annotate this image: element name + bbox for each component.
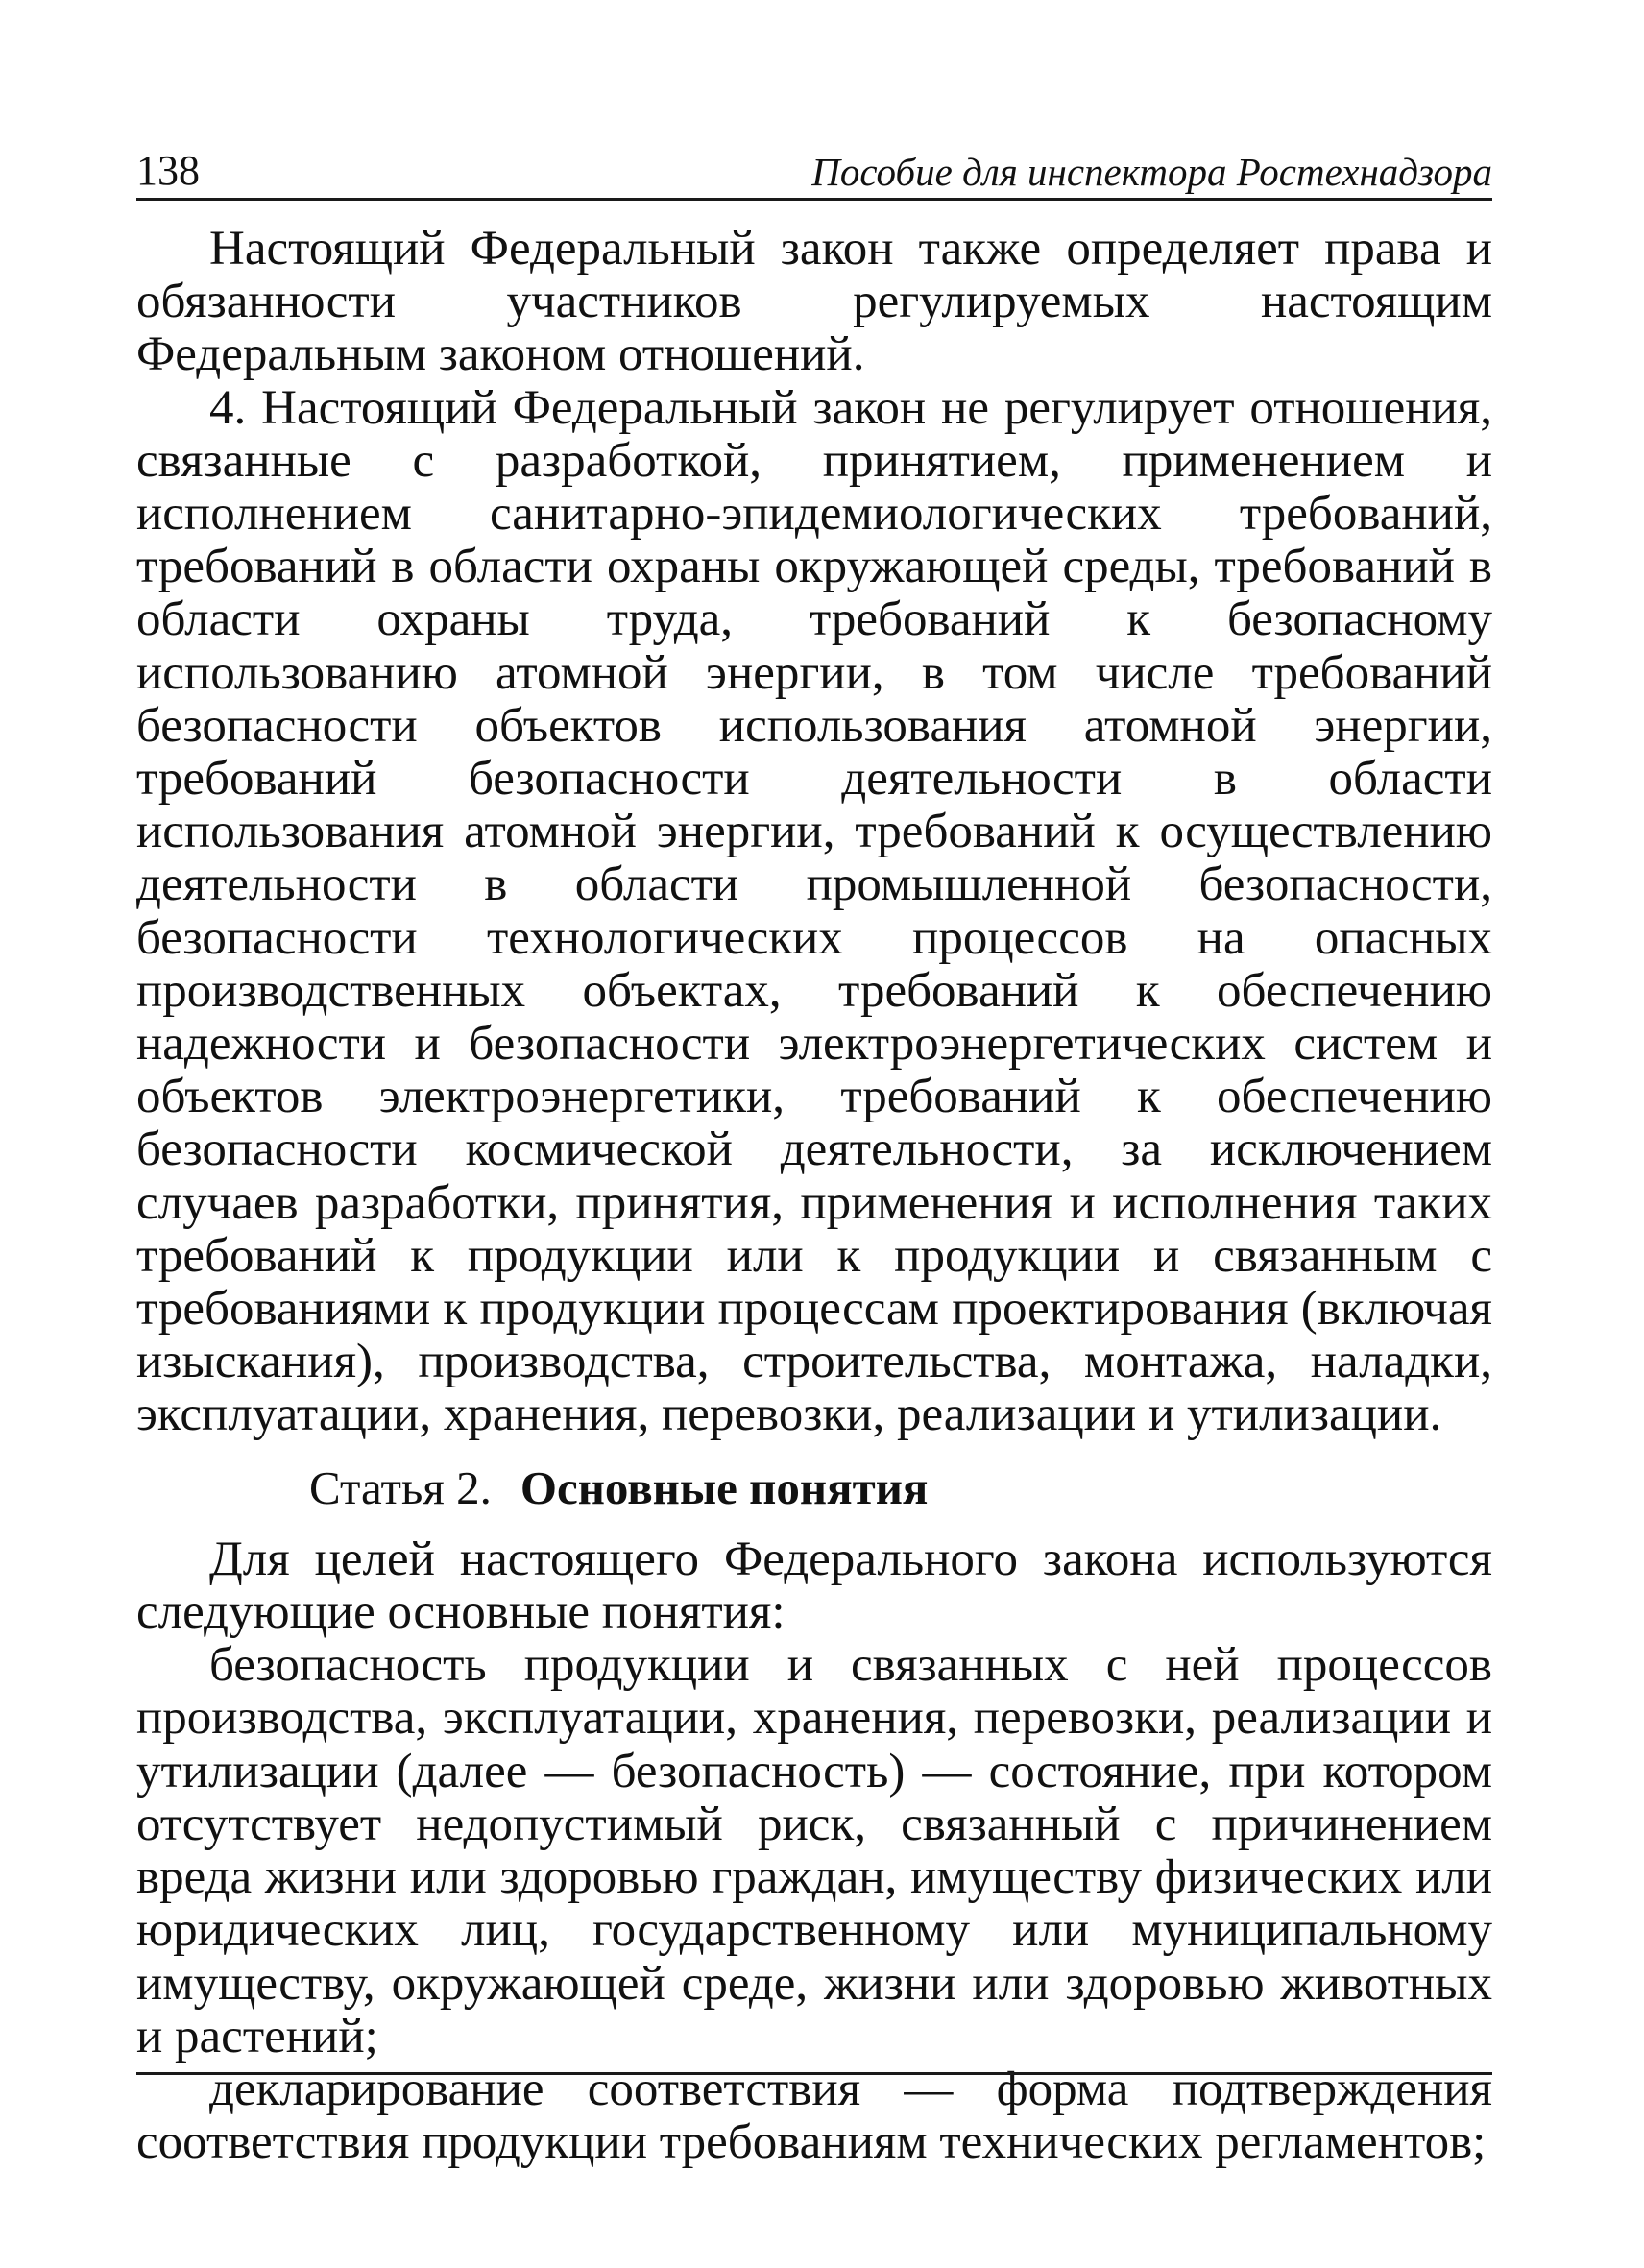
paragraph-scope-exclusions: 4. Настоящий Федеральный закон не регулирует отношения, связанные с разработкой, принятием, применением и исполнением санитарно-эпидемиологических требований, требований в области охраны окружающей среды, требований в области охраны труда, требований к безопасному использованию атомной энергии, в том числе требований безопасности объектов использования атомной энергии, требований безопасности деятельности в области использования атомной энергии, требований к осуществлению деятельности в области промышленной безопасности, безопасности технологических процессов на опасных производственных объектах, требований к обеспечению надежности и безопасности электроэнергетических систем и объектов электроэнергетики, требований к обеспечению безопасности космической деятельности, за исключением случаев разработки, принятия, применения и исполнения таких требований к продукции или к продукции и связанным с требованиями к продукции процессам проектирования (включая изыскания), производства, строительства, монтажа, наладки, эксплуатации, хранения, перевозки, реализации и утилизации. — [136, 380, 1492, 1442]
footer-rule — [136, 2072, 1492, 2075]
running-title: Пособие для инспектора Ростехнадзора — [811, 150, 1492, 194]
page-header — [136, 144, 1492, 201]
paragraph-definitions-intro: Для целей настоящего Федерального закона используются следующие основные понятия: — [136, 1532, 1492, 1640]
article-title: Основные понятия — [520, 1460, 929, 1514]
body-text — [136, 223, 1492, 2169]
paragraph-declaration-definition: декларирование соответствия — форма подтверждения соответствия продукции требованиям технических регламентов; — [136, 2062, 1492, 2170]
paragraph-safety-definition: безопасность продукции и связанных с ней процессов производства, эксплуатации, хранения, перевозки, реализации и утилизации (далее — безопасность) — состояние, при котором отсутствует недопустимый риск, связанный с причинением вреда жизни или здоровью граждан, имуществу физических или юридических лиц, государственному или муниципальному имуществу, окружающей среде, жизни или здоровью животных и растений; — [136, 1638, 1492, 2063]
page-number: 138 — [136, 147, 200, 194]
article-heading — [136, 1461, 1492, 1514]
paragraph-rights: Настоящий Федеральный закон также определяет права и обязанности участников регулируемых настоящим Федеральным законом отношений. — [136, 222, 1492, 382]
article-label: Статья 2. — [309, 1460, 492, 1514]
